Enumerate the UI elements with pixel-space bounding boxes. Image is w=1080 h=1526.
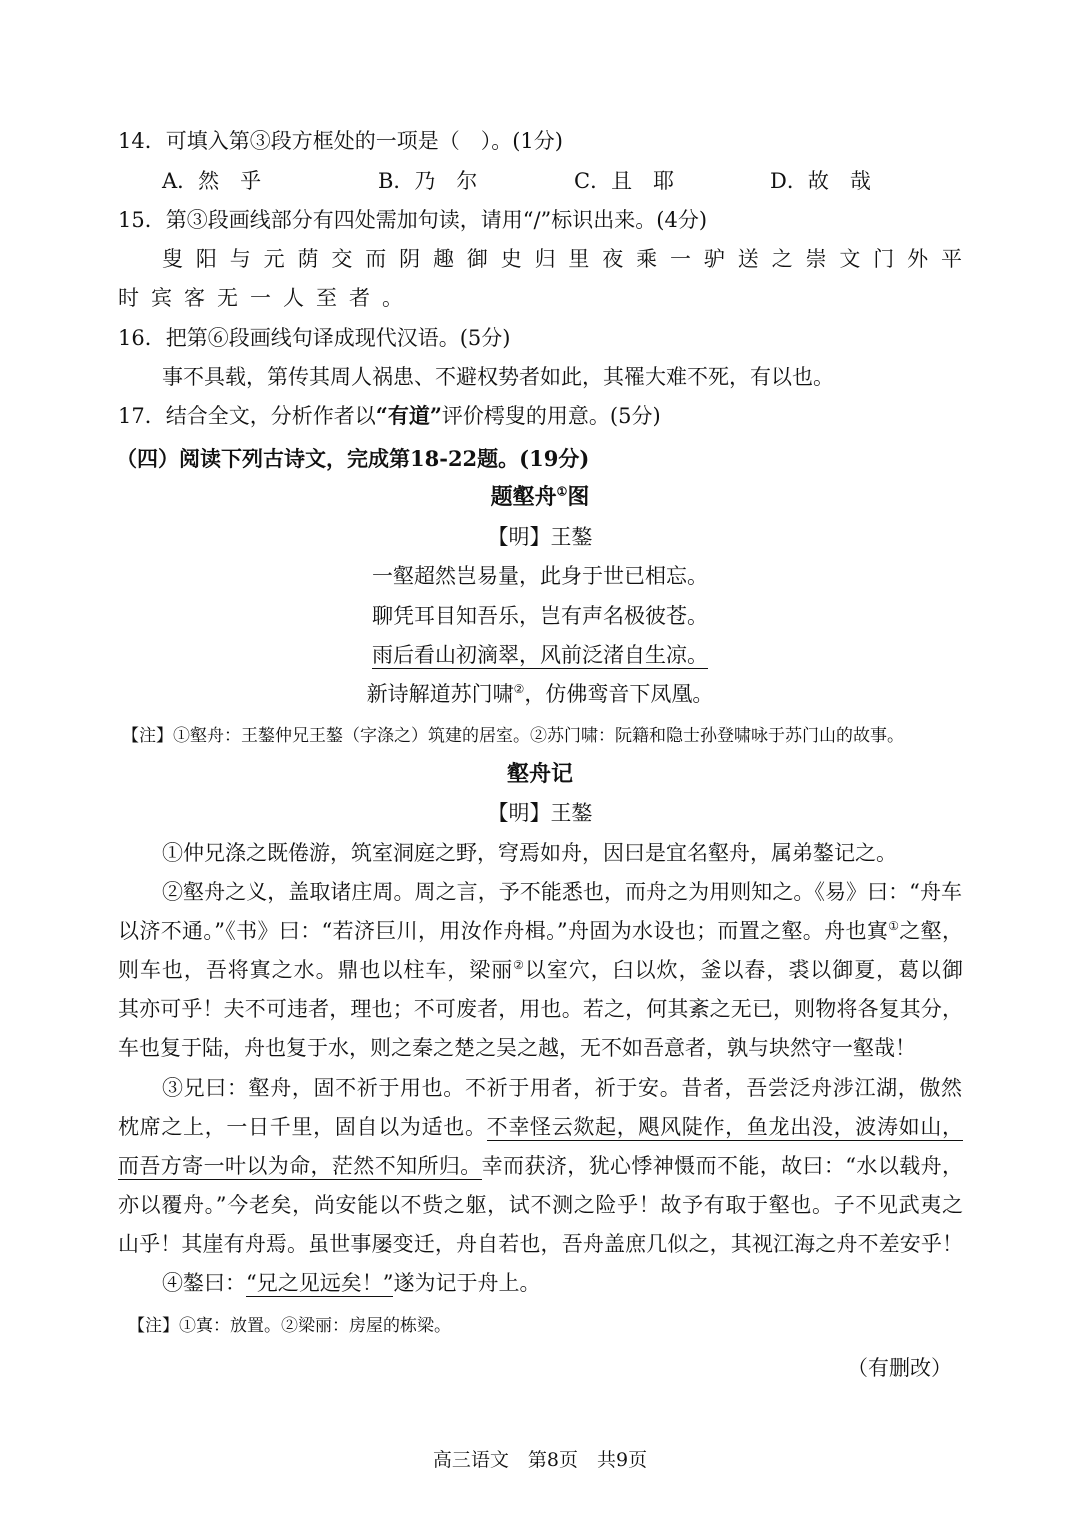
q15-stem: 15．第③段画线部分有四处需加句读，请用“/”标识出来。(4分) xyxy=(118,208,708,232)
essay-p2-line-3 xyxy=(118,955,963,985)
essay-paragraph-4 xyxy=(162,1268,962,1298)
poem-line-4-note-mark: ② xyxy=(513,682,525,696)
q14-options xyxy=(162,166,962,196)
essay-p2-line-3-part-b: 以室穴，臼以炊，釜以舂，裘以御夏，葛以御 xyxy=(524,958,963,982)
essay-p2-line-4: 其亦可乎！夫不可违者，理也；不可废者，用也。若之，何其紊之无已，则物将各复其分， xyxy=(118,997,963,1021)
essay-p2-line-2-part-a: 以济不通。”《书》曰：“若济巨川，用汝作舟楫。”舟固为水设也；而置之壑。舟也寘 xyxy=(118,919,889,943)
essay-p3-line-1: ③兄曰：壑舟，固不祈于用也。不祈于用者，祈于安。昔者，吾尝泛舟涉江湖，傲然 xyxy=(162,1076,962,1100)
essay-p2-line-2-part-b: 之壑， xyxy=(899,919,963,943)
essay-p2-line-5: 车也复于陆，舟也复于水，则之秦之楚之吴之越，无不如吾意者，孰与块然守一壑哉！ xyxy=(118,1036,916,1060)
poem-title-end: 图 xyxy=(567,484,590,510)
poem-line-4-part-a: 新诗解道苏门啸 xyxy=(366,682,514,706)
essay-author: 【明】王鏊 xyxy=(487,801,593,825)
q17-stem-pre: 17．结合全文，分析作者以 xyxy=(118,404,376,428)
q15-passage-line-2: 时宾客无一人至者。 xyxy=(118,286,415,310)
essay-p2-line-2 xyxy=(118,916,963,946)
essay-p3-line-3-part-b: 幸而获济，犹心悸神慑而不能，故曰：“水以载舟， xyxy=(481,1154,963,1178)
essay-p3-underlined-2: 而吾方寄一叶以为命，茫然不知所归。 xyxy=(118,1154,482,1178)
poem-line-4-part-b: ，仿佛鸾音下凤凰。 xyxy=(524,682,714,706)
essay-p3-line-2-part-a: 枕席之上，一日千里，固自以为适也。 xyxy=(118,1115,487,1139)
essay-p4-part-a: ④鏊曰： xyxy=(162,1271,246,1295)
essay-p4-underlined: “兄之见远矣！” xyxy=(246,1271,394,1295)
q14-option-a: A．然 乎 xyxy=(162,169,262,193)
essay-p3-line-5: 山乎！其崖有舟焉。虽世事屡变迁，舟自若也，吾舟盖庶几似之，其视江海之舟不差安乎！ xyxy=(118,1232,963,1256)
q16-stem: 16．把第⑥段画线句译成现代汉语。(5分) xyxy=(118,326,511,350)
essay-p3-line-4: 亦以覆舟。”今老矣，尚安能以不赀之躯，试不测之险乎！故予有取于壑也。子不见武夷之 xyxy=(118,1193,963,1217)
q14-option-d: D．故 哉 xyxy=(770,169,871,193)
essay-title: 壑舟记 xyxy=(506,761,573,787)
poem-title xyxy=(0,482,1080,512)
poem-author: 【明】王鏊 xyxy=(487,525,593,549)
poem-line-1: 一壑超然岂易量，此身于世已相忘。 xyxy=(372,564,708,588)
essay-p4-part-b: 遂为记于舟上。 xyxy=(393,1271,541,1295)
essay-p2-note-mark-2: ② xyxy=(513,958,525,972)
essay-p2-note-mark-1: ① xyxy=(888,919,900,933)
essay-p3-line-3 xyxy=(118,1151,963,1181)
q17-stem-emphasis: “有道” xyxy=(375,403,442,428)
source-note: （有删改） xyxy=(847,1356,952,1380)
q14-option-c: C．且 耶 xyxy=(574,169,675,193)
q16-sentence: 事不具载，第传其周人祸患、不避权势者如此，其罹大难不死，有以也。 xyxy=(162,365,834,389)
essay-p3-underlined-1: 不幸怪云欻起，飓风陡作，鱼龙出没，波涛如山， xyxy=(486,1115,963,1139)
poem-line-2: 聊凭耳目知吾乐，岂有声名极彼苍。 xyxy=(372,604,708,628)
q14-option-b: B．乃 尔 xyxy=(378,169,478,193)
poem-line-3 xyxy=(0,640,1080,670)
poem-title-note-mark: ① xyxy=(556,484,568,499)
essay-paragraph-1: ①仲兄涤之既倦游，筑室洞庭之野，穹焉如舟，因曰是宜名壑舟，属弟鏊记之。 xyxy=(162,841,897,865)
poem-title-main: 题壑舟 xyxy=(490,484,557,510)
poem-line-4 xyxy=(0,679,1080,709)
essay-p3-line-2 xyxy=(118,1112,963,1142)
section-4-heading: （四）阅读下列古诗文，完成第18-22题。(19分) xyxy=(116,446,590,471)
q17-stem-post: 评价樗叟的用意。(5分) xyxy=(441,404,661,428)
page-footer: 高三语文 第8页 共9页 xyxy=(432,1449,648,1471)
q17-stem xyxy=(118,401,968,431)
poem-line-3-underlined: 雨后看山初滴翠，风前泛渚自生凉。 xyxy=(372,643,708,667)
poem-note: 【注】①壑舟：王鏊仲兄王鏊（字涤之）筑建的居室。②苏门啸：阮籍和隐士孙登啸咏于苏门山的故事。 xyxy=(122,726,904,746)
essay-p2-line-3-part-a: 则车也，吾将寘之水。鼎也以柱车，梁丽 xyxy=(118,958,514,982)
essay-p2-line-1: ②壑舟之义，盖取诸庄周。周之言，予不能悉也，而舟之为用则知之。《易》曰：“舟车 xyxy=(162,880,962,904)
q15-passage-line-1: 叟阳与元荫交而阴趣御史归里夜乘一驴送之崇文门外平 xyxy=(162,247,962,271)
essay-note: 【注】①寘：放置。②梁丽：房屋的栋梁。 xyxy=(128,1316,451,1336)
q14-stem: 14．可填入第③段方框处的一项是（ ）。(1分) xyxy=(118,129,563,153)
